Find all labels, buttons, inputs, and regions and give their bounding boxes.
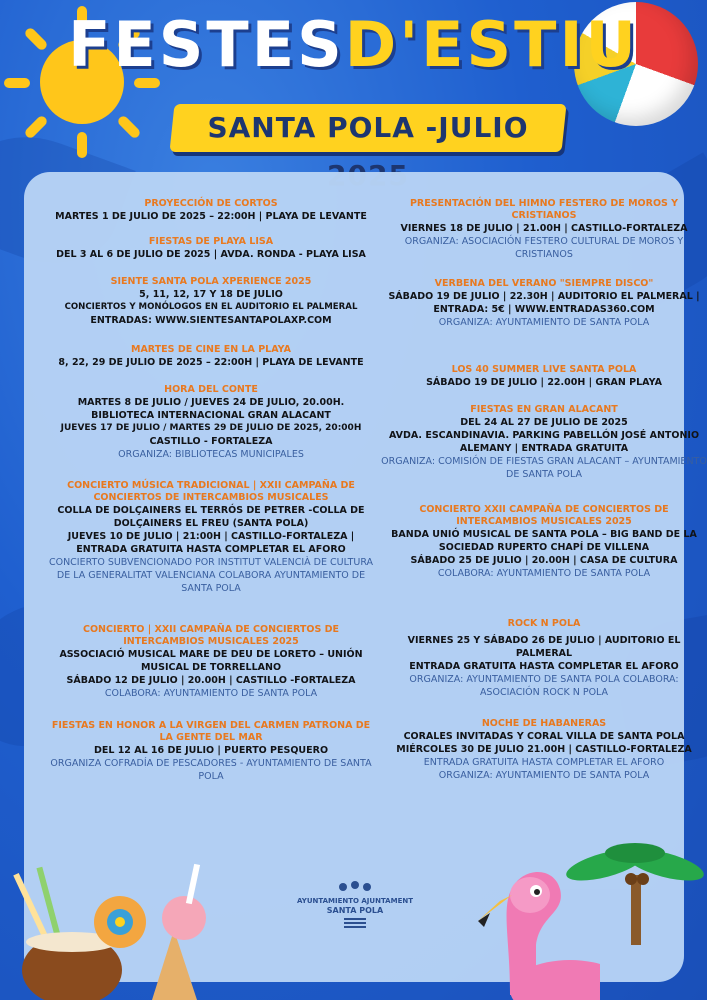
event-detail: ENTRADA GRATUITA HASTA COMPLETAR EL AFORO xyxy=(409,661,679,672)
event-title: NOCHE DE HABANERAS xyxy=(481,718,607,729)
event-title: PROYECCIÓN DE CORTOS xyxy=(144,198,278,209)
event-title: CONCIERTO MÚSICA TRADICIONAL | XXII CAMPAÑA DE CONCIERTOS DE INTERCAMBIOS MUSICALES xyxy=(67,480,355,503)
event-detail: MARTES 1 DE JULIO DE 2025 – 22:00H | PLAYA DE LEVANTE xyxy=(55,211,367,222)
event-item xyxy=(46,236,376,261)
flamingo-float-icon xyxy=(470,855,600,1000)
event-detail: CORALES INVITADAS Y CORAL VILLA DE SANTA POLA xyxy=(403,731,685,742)
event-detail: JUEVES 10 DE JULIO | 21:00H | CASTILLO-FORTALEZA | xyxy=(67,531,355,542)
city-logo xyxy=(285,878,425,934)
event-title: FIESTAS DE PLAYA LISA xyxy=(148,236,274,247)
event-note: ORGANIZA: BIBLIOTECAS MUNICIPALES xyxy=(118,449,304,460)
event-detail: COLLA DE DOLÇAINERS EL TERRÓS DE PETRER -COLLA DE DOLÇAINERS EL FREU (SANTA POLA) xyxy=(57,505,365,529)
event-detail: 5, 11, 12, 17 Y 18 DE JULIO xyxy=(139,289,283,300)
logo-right-text: AJUNTAMENT xyxy=(361,897,413,905)
event-title: HORA DEL CONTE xyxy=(164,384,258,395)
event-item xyxy=(46,720,376,783)
event-note: ORGANIZA: AYUNTAMIENTO DE SANTA POLA xyxy=(438,770,650,781)
waves-icon xyxy=(340,916,370,930)
event-note: ORGANIZA COFRADÍA DE PESCADORES - AYUNTAMIENTO DE SANTA POLA xyxy=(50,758,372,782)
event-detail: SÁBADO 25 DE JULIO | 20.00H | CASA DE CULTURA xyxy=(410,555,678,566)
event-title: MARTES DE CINE EN LA PLAYA xyxy=(131,344,291,355)
event-item xyxy=(379,618,707,699)
event-detail: CONCIERTOS Y MONÓLOGOS EN EL AUDITORIO EL PALMERAL xyxy=(64,302,358,312)
event-note: ORGANIZA: ASOCIACIÓN FESTERO CULTURAL DE MOROS Y CRISTIANOS xyxy=(404,236,684,260)
event-detail: ASSOCIACIÓ MUSICAL MARE DE DEU DE LORETO – UNIÓN MUSICAL DE TORRELLANO xyxy=(59,649,363,673)
event-item xyxy=(379,504,707,580)
event-note: ORGANIZA: COMISIÓN DE FIESTAS GRAN ALACANT – AYUNTAMIENTO DE SANTA POLA xyxy=(381,456,707,480)
event-title: FIESTAS EN HONOR A LA VIRGEN DEL CARMEN PATRONA DE LA GENTE DEL MAR xyxy=(51,720,371,743)
event-note: ORGANIZA: AYUNTAMIENTO DE SANTA POLA COLABORA: ASOCIACIÓN ROCK N POLA xyxy=(409,674,679,698)
event-detail: 8, 22, 29 DE JULIO DE 2025 – 22:00H | PLAYA DE LEVANTE xyxy=(58,357,364,368)
event-item xyxy=(46,624,376,700)
event-detail: AVDA. ESCANDINAVIA. PARKING PABELLÓN JOSÉ ANTONIO ALEMANY | ENTRADA GRATUITA xyxy=(388,430,700,454)
event-item xyxy=(46,384,376,461)
event-title: LOS 40 SUMMER LIVE SANTA POLA xyxy=(451,364,637,375)
crown-icon xyxy=(335,879,375,893)
event-detail: VIERNES 25 Y SÁBADO 26 DE JULIO | AUDITORIO EL PALMERAL xyxy=(407,635,681,659)
event-item xyxy=(379,198,707,261)
event-item xyxy=(46,276,376,327)
event-detail: BANDA UNIÓ MUSICAL DE SANTA POLA – BIG BAND DE LA SOCIEDAD RUPERTO CHAPÍ DE VILLENA xyxy=(391,529,697,553)
event-title: SIENTE SANTA POLA XPERIENCE 2025 xyxy=(110,276,312,287)
logo-name: SANTA POLA xyxy=(326,906,384,915)
event-item xyxy=(46,198,376,223)
event-item xyxy=(379,278,707,329)
event-detail: SÁBADO 12 DE JULIO | 20.00H | CASTILLO -FORTALEZA xyxy=(66,675,356,686)
event-note: COLABORA: AYUNTAMIENTO DE SANTA POLA xyxy=(104,688,318,699)
event-note: COLABORA: AYUNTAMIENTO DE SANTA POLA xyxy=(437,568,651,579)
title-part-1: FESTES xyxy=(68,8,345,81)
event-note: ENTRADA GRATUITA HASTA COMPLETAR EL AFORO xyxy=(423,757,665,768)
event-item xyxy=(379,364,707,389)
event-detail: ENTRADA: 5€ | WWW.ENTRADAS360.COM xyxy=(433,304,655,315)
event-title: CONCIERTO XXII CAMPAÑA DE CONCIERTOS DE INTERCAMBIOS MUSICALES 2025 xyxy=(419,504,669,527)
event-note: ORGANIZA: AYUNTAMIENTO DE SANTA POLA xyxy=(438,317,650,328)
event-detail: CASTILLO - FORTALEZA xyxy=(149,436,273,447)
event-detail: ENTRADA GRATUITA HASTA COMPLETAR EL AFORO xyxy=(76,544,346,555)
title-part-2: D'ESTIU xyxy=(344,8,639,81)
page-title xyxy=(0,8,707,81)
event-title: VERBENA DEL VERANO "SIEMPRE DISCO" xyxy=(434,278,654,289)
event-note: CONCIERTO SUBVENCIONADO POR INSTITUT VALENCIÀ DE CULTURA DE LA GENERALITAT VALENCIANA COLABORA AYUNTAMIENTO DE SANTA POLA xyxy=(48,557,374,594)
logo-left-text: AYUNTAMIENTO xyxy=(297,897,359,905)
event-detail: DEL 12 AL 16 DE JULIO | PUERTO PESQUERO xyxy=(93,745,329,756)
event-item xyxy=(379,404,707,481)
event-title: ROCK N POLA xyxy=(507,618,581,629)
event-detail: SÁBADO 19 DE JULIO | 22.00H | GRAN PLAYA xyxy=(426,377,662,388)
event-detail: ENTRADAS: WWW.SIENTESANTAPOLAXP.COM xyxy=(90,315,332,326)
event-detail: MARTES 8 DE JULIO / JUEVES 24 DE JULIO, 20.00H. xyxy=(77,397,345,408)
event-item xyxy=(379,718,707,782)
event-title: PRESENTACIÓN DEL HIMNO FESTERO DE MOROS Y CRISTIANOS xyxy=(409,198,679,221)
event-detail: DEL 3 AL 6 DE JULIO DE 2025 | AVDA. RONDA - PLAYA LISA xyxy=(56,249,366,260)
event-title: CONCIERTO | XXII CAMPAÑA DE CONCIERTOS DE INTERCAMBIOS MUSICALES 2025 xyxy=(82,624,340,647)
coconut-drink-icon xyxy=(12,860,232,1000)
event-detail: DEL 24 AL 27 DE JULIO DE 2025 xyxy=(460,417,628,428)
event-title: FIESTAS EN GRAN ALACANT xyxy=(470,404,618,415)
event-item xyxy=(46,480,376,595)
event-item xyxy=(46,344,376,369)
event-detail: BIBLIOTECA INTERNACIONAL GRAN ALACANT xyxy=(91,410,331,421)
subtitle: SANTA POLA -JULIO xyxy=(207,111,529,144)
event-detail: VIERNES 18 DE JULIO | 21.00H | CASTILLO-FORTALEZA xyxy=(400,223,688,234)
event-detail: SÁBADO 19 DE JULIO | 22.30H | AUDITORIO EL PALMERAL | xyxy=(388,291,700,302)
event-detail: JUEVES 17 DE JULIO / MARTES 29 DE JULIO DE 2025, 20:00H xyxy=(60,423,362,433)
event-detail: MIÉRCOLES 30 DE JULIO 21.00H | CASTILLO-FORTALEZA xyxy=(396,744,692,755)
